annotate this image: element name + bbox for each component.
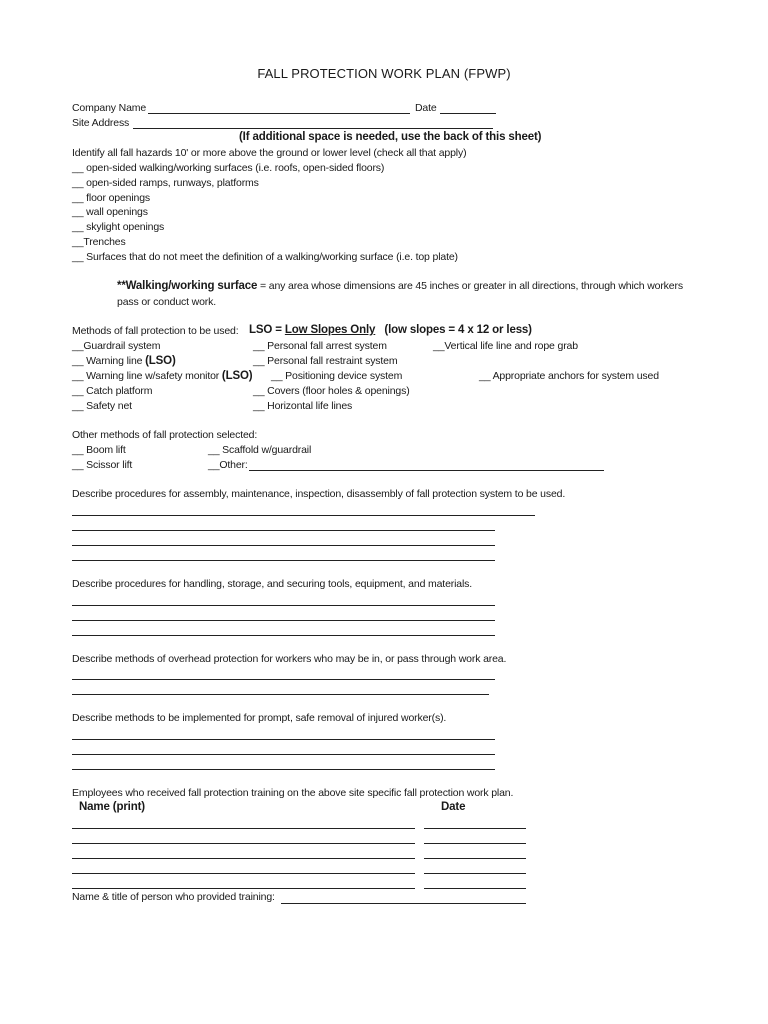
other-methods-label: Other methods of fall protection selected: [72, 429, 258, 441]
employee-date-field[interactable] [424, 888, 526, 889]
answer-line[interactable] [72, 635, 495, 636]
method-horizontal-life-lines[interactable]: __ Horizontal life lines [253, 400, 353, 412]
employee-name-field[interactable] [72, 873, 415, 874]
methods-label: Methods of fall protection to be used: [72, 325, 239, 337]
additional-space-note: (If additional space is needed, use the back of this sheet) [239, 131, 542, 143]
method-positioning-device[interactable]: __ Positioning device system [271, 370, 403, 382]
name-print-header: Name (print) [79, 801, 145, 813]
employee-date-field[interactable] [424, 828, 526, 829]
answer-line[interactable] [72, 545, 495, 546]
employees-trained-label: Employees who received fall protection training on the above site specific fall protection work plan. [72, 787, 514, 799]
walking-surface-term: **Walking/working surface [117, 280, 258, 292]
hazard-item[interactable]: __ floor openings [72, 192, 151, 204]
method-fall-arrest[interactable]: __ Personal fall arrest system [253, 340, 387, 352]
answer-line[interactable] [72, 560, 495, 561]
date-label: Date [415, 102, 437, 114]
answer-line[interactable] [72, 769, 495, 770]
method-warning-line-label: __ Warning line [72, 355, 143, 367]
date-header: Date [441, 801, 466, 813]
lso-label: LSO = [249, 324, 285, 336]
company-name-label: Company Name [72, 102, 147, 114]
answer-line[interactable] [72, 694, 489, 695]
employee-name-field[interactable] [72, 888, 415, 889]
other-other[interactable]: __Other: [208, 459, 248, 471]
method-guardrail[interactable]: __Guardrail system [72, 340, 161, 352]
other-scaffold[interactable]: __ Scaffold w/guardrail [208, 444, 312, 456]
method-covers[interactable]: __ Covers (floor holes & openings) [253, 385, 410, 397]
method-warning-line-monitor-label: __ Warning line w/safety monitor [72, 370, 220, 382]
employee-name-field[interactable] [72, 858, 415, 859]
date-field[interactable] [440, 113, 496, 114]
lso-ratio: (low slopes = 4 x 12 or less) [384, 324, 532, 336]
hazard-item[interactable]: __ skylight openings [72, 221, 165, 233]
question-removal: Describe methods to be implemented for prompt, safe removal of injured worker(s). [72, 712, 447, 724]
site-address-field[interactable] [133, 128, 493, 129]
answer-line[interactable] [72, 739, 495, 740]
question-overhead: Describe methods of overhead protection for workers who may be in, or pass through work area. [72, 653, 507, 665]
other-boom-lift[interactable]: __ Boom lift [72, 444, 126, 456]
method-catch-platform[interactable]: __ Catch platform [72, 385, 153, 397]
answer-line[interactable] [72, 754, 495, 755]
hazard-item[interactable]: __ open-sided walking/working surfaces (i.e. roofs, open-sided floors) [72, 162, 385, 174]
answer-line[interactable] [72, 515, 535, 516]
trainer-field[interactable] [281, 903, 526, 904]
lso-low-slopes: Low Slopes Only [284, 324, 376, 336]
employee-name-field[interactable] [72, 828, 415, 829]
method-warning-line[interactable] [72, 354, 176, 368]
employee-date-field[interactable] [424, 858, 526, 859]
method-fall-restraint[interactable]: __ Personal fall restraint system [253, 355, 398, 367]
answer-line[interactable] [72, 679, 495, 680]
lso-legend [249, 323, 532, 337]
hazard-item[interactable]: __ wall openings [72, 206, 148, 218]
answer-line[interactable] [72, 620, 495, 621]
method-warning-line-monitor[interactable] [72, 369, 252, 383]
employee-date-field[interactable] [424, 843, 526, 844]
hazard-item[interactable]: __ open-sided ramps, runways, platforms [72, 177, 259, 189]
site-address-label: Site Address [72, 117, 130, 129]
hazard-item[interactable]: __ Surfaces that do not meet the definition of a walking/working surface (i.e. top plate) [72, 251, 458, 263]
company-name-field[interactable] [148, 113, 410, 114]
identify-hazards-intro: Identify all fall hazards 10' or more above the ground or lower level (check all that apply) [72, 147, 467, 159]
other-method-field[interactable] [249, 470, 604, 471]
other-scissor-lift[interactable]: __ Scissor lift [72, 459, 133, 471]
walking-surface-definition-cont: pass or conduct work. [117, 296, 216, 308]
walking-surface-text: = any area whose dimensions are 45 inches or greater in all directions, through which workers [257, 280, 683, 292]
walking-surface-definition [117, 279, 683, 293]
question-assembly: Describe procedures for assembly, maintenance, inspection, disassembly of fall protection system to be used. [72, 488, 566, 500]
employee-date-field[interactable] [424, 873, 526, 874]
method-vertical-life-line[interactable]: __Vertical life line and rope grab [433, 340, 578, 352]
answer-line[interactable] [72, 605, 495, 606]
method-safety-net[interactable]: __ Safety net [72, 400, 132, 412]
lso-tag: (LSO) [221, 370, 253, 382]
method-anchors[interactable]: __ Appropriate anchors for system used [479, 370, 659, 382]
answer-line[interactable] [72, 530, 495, 531]
hazard-item[interactable]: __Trenches [72, 236, 126, 248]
lso-tag: (LSO) [145, 355, 176, 367]
employee-name-field[interactable] [72, 843, 415, 844]
form-title: FALL PROTECTION WORK PLAN (FPWP) [257, 66, 511, 81]
question-handling: Describe procedures for handling, storage, and securing tools, equipment, and materials. [72, 578, 473, 590]
trainer-label: Name & title of person who provided training: [72, 891, 275, 903]
